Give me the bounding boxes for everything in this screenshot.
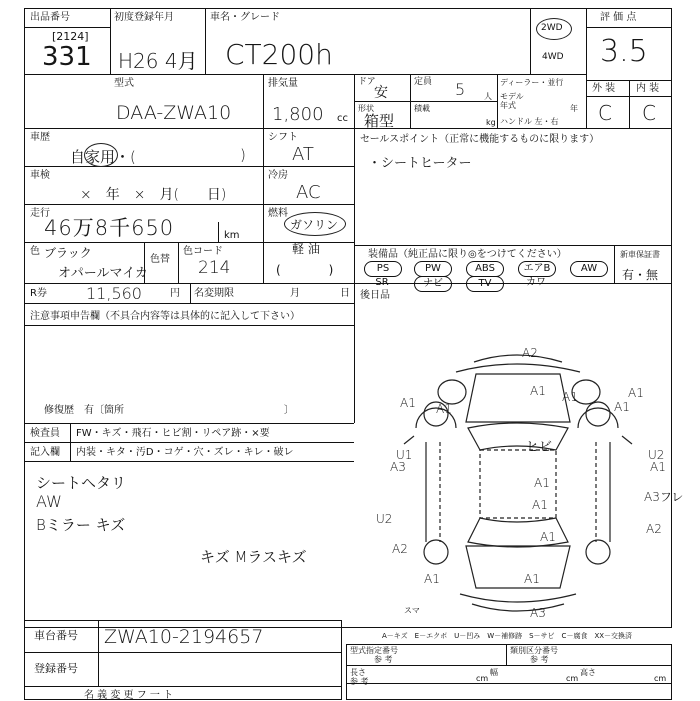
damage-mark: A1 bbox=[424, 572, 440, 586]
chassis-value: ZWA10-2194657 bbox=[104, 626, 264, 648]
hand-note-4: キズ Mラスキズ bbox=[200, 548, 307, 566]
length-unit: cm bbox=[476, 674, 489, 683]
equipment-item-エアb: エアB bbox=[518, 261, 556, 277]
color-code-value: 214 bbox=[198, 258, 231, 278]
drive-4wd: 4WD bbox=[542, 52, 564, 62]
equipment-label: 装備品（純正品に限り◎をつけてください） bbox=[368, 249, 567, 260]
recycle-label: R券 bbox=[30, 288, 47, 299]
fuel-diesel: 軽 油 bbox=[292, 242, 320, 256]
equipment-item-1: ナビ bbox=[414, 276, 452, 292]
fuel-label: 燃料 bbox=[268, 208, 288, 219]
color-change-label: 色替 bbox=[150, 254, 170, 265]
hand-note-3: Bミラー キズ bbox=[36, 516, 126, 534]
diagram-legend: A－キズ E－エクボ U－凹み W－補修跡 S－サビ C－腐食 XX－交換済 bbox=[382, 632, 633, 640]
damage-mark: A3 bbox=[390, 460, 406, 474]
damage-mark: A3フレ bbox=[644, 490, 684, 504]
fuel-gas: ガソリン bbox=[290, 218, 339, 232]
load-unit: kg bbox=[486, 118, 496, 127]
width-unit: cm bbox=[566, 674, 579, 683]
model-value: DAA-ZWA10 bbox=[116, 102, 232, 124]
capacity-label: 定員 bbox=[414, 77, 433, 87]
inspection-label: 車検 bbox=[30, 170, 50, 181]
notes-label: 注意事項申告欄（不具合内容等は具体的に記入して下さい） bbox=[30, 311, 300, 322]
length-ref: 参 考 bbox=[350, 677, 369, 686]
grade-label: 評 価 点 bbox=[600, 12, 637, 23]
handle-label: ハンドル 左・右 bbox=[500, 117, 559, 126]
year-unit: 年 bbox=[570, 104, 578, 113]
color-sub: オパールマイカ bbox=[58, 266, 148, 281]
damage-mark: U2 bbox=[376, 512, 393, 526]
reg-label: 登録番号 bbox=[34, 662, 78, 675]
damage-mark: A1 bbox=[540, 530, 556, 544]
equipment-item-ps: PS bbox=[364, 261, 402, 277]
footer-bottom-text: 名 義 変 更 フ 一 ト bbox=[84, 690, 174, 701]
interior-value: C bbox=[642, 101, 656, 125]
equipment-item-aw: AW bbox=[570, 261, 608, 277]
mileage-label: 走行 bbox=[30, 208, 50, 219]
recycle-unit: 円 bbox=[170, 288, 180, 299]
lot-label: 出品番号 bbox=[30, 12, 70, 23]
damage-mark: U1 bbox=[396, 448, 413, 462]
capacity-unit: 人 bbox=[484, 92, 492, 101]
history-label: 車歴 bbox=[30, 132, 50, 143]
sales-point-label: セールスポイント（正常に機能するものに限ります） bbox=[360, 134, 600, 145]
mileage-value: 46万8千650 bbox=[44, 216, 175, 240]
warranty-label: 新車保証書 bbox=[620, 250, 660, 259]
displacement-value: 1,800 bbox=[272, 104, 324, 125]
mirror-label: スマ bbox=[404, 606, 420, 615]
ac-label: 冷房 bbox=[268, 170, 288, 181]
height-label: 高さ bbox=[580, 668, 596, 677]
model-year-label: モデル年式 bbox=[500, 92, 524, 110]
shape-label: 形状 bbox=[358, 104, 374, 113]
damage-mark: A2 bbox=[646, 522, 662, 536]
month-label: 月 bbox=[290, 288, 300, 299]
damage-mark: A2 bbox=[522, 346, 538, 360]
recycle-value: 11,560 bbox=[86, 284, 142, 303]
equipment-item-3: カワ bbox=[526, 277, 546, 288]
fuel-paren: ( ) bbox=[276, 263, 334, 277]
chassis-label: 車台番号 bbox=[34, 629, 78, 642]
height-unit: cm bbox=[654, 674, 667, 683]
capacity-value: 5 bbox=[455, 80, 466, 99]
damage-mark: A1 bbox=[400, 396, 416, 410]
repair-label: 修復歴 有〔箇所 〕 bbox=[44, 405, 294, 416]
hand-note-1: シートヘタリ bbox=[36, 474, 127, 492]
warranty-value: 有・無 bbox=[622, 268, 659, 282]
classification-label: 類別区分番号 bbox=[510, 646, 558, 655]
first-reg-value: H26 4月 bbox=[118, 49, 198, 73]
width-label: 幅 bbox=[490, 668, 498, 677]
shape-value: 箱型 bbox=[364, 112, 395, 130]
history-value: 自家用・( bbox=[70, 148, 136, 166]
inspector-row2-items: 内装・キタ・汚D・コゲ・穴・ズレ・キレ・破レ bbox=[76, 447, 294, 458]
length-label: 長さ bbox=[350, 668, 366, 677]
load-label: 積載 bbox=[414, 104, 430, 113]
equipment-item-abs: ABS bbox=[466, 261, 504, 277]
ac-value: AC bbox=[296, 182, 321, 203]
exterior-value: C bbox=[598, 101, 612, 125]
lot-number: 331 bbox=[42, 42, 92, 72]
inspection-value: × 年 × 月( 日) bbox=[80, 187, 227, 203]
inspector-row1-items: FW・キズ・飛石・ヒビ割・リペア跡・×要 bbox=[76, 428, 270, 439]
damage-mark: A1 bbox=[628, 386, 644, 400]
mileage-unit: km bbox=[224, 230, 240, 241]
damage-mark: A3 bbox=[530, 606, 546, 620]
interior-label: 内 装 bbox=[636, 83, 660, 94]
model-label: 型式 bbox=[114, 78, 134, 89]
first-reg-label: 初度登録年月 bbox=[114, 12, 174, 23]
damage-mark: U2 bbox=[648, 448, 665, 462]
damage-mark: A2 bbox=[392, 542, 408, 556]
shift-label: シフト bbox=[268, 132, 298, 143]
color-code-label: 色コード bbox=[183, 246, 223, 257]
damage-mark: A1 bbox=[532, 498, 548, 512]
color-label: 色 bbox=[30, 246, 40, 257]
equipment-item-0: SR bbox=[375, 277, 389, 288]
door-value: 安 bbox=[374, 85, 388, 101]
damage-mark: A1 bbox=[650, 460, 666, 474]
damage-mark: A1 bbox=[534, 476, 550, 490]
color-value: ブラック bbox=[44, 246, 92, 260]
dealer-label: ディーラー・並行 bbox=[500, 78, 564, 87]
drive-2wd: 2WD bbox=[541, 23, 563, 33]
hand-note-2: AW bbox=[36, 492, 62, 511]
damage-mark: A1 bbox=[530, 384, 546, 398]
later-items-label: 後日品 bbox=[360, 290, 390, 301]
equipment-item-pw: PW bbox=[414, 261, 452, 277]
damage-mark: A1 bbox=[524, 572, 540, 586]
door-label: ドア bbox=[358, 77, 376, 87]
damage-mark: A1 bbox=[436, 402, 452, 416]
sales-point-value: ・シートヒーター bbox=[368, 156, 472, 171]
inspector-row2-label: 記入欄 bbox=[30, 447, 60, 458]
inspector-row1-label: 検査員 bbox=[30, 428, 60, 439]
equipment-item-2: TV bbox=[466, 276, 504, 292]
displacement-label: 排気量 bbox=[268, 78, 298, 89]
grade-value: 3.5 bbox=[600, 34, 648, 69]
name-change-label: 名変期限 bbox=[194, 288, 234, 299]
lot-code: [2124] bbox=[52, 30, 89, 43]
car-damage-diagram bbox=[356, 332, 672, 628]
shift-value: AT bbox=[292, 144, 314, 165]
model-spec-ref: 参 考 bbox=[374, 655, 393, 664]
name-label: 車名・グレード bbox=[210, 12, 280, 23]
day-label: 日 bbox=[340, 288, 350, 299]
damage-mark: A1 bbox=[562, 390, 578, 404]
name-value: CT200h bbox=[225, 38, 333, 71]
classification-ref: 参 考 bbox=[530, 655, 549, 664]
diagram-center-mark: ヒビ bbox=[526, 440, 553, 455]
exterior-label: 外 装 bbox=[592, 83, 616, 94]
displacement-unit: cc bbox=[337, 113, 348, 124]
model-spec-label: 型式指定番号 bbox=[350, 646, 398, 655]
damage-mark: A1 bbox=[614, 400, 630, 414]
history-close: ) bbox=[240, 146, 246, 164]
